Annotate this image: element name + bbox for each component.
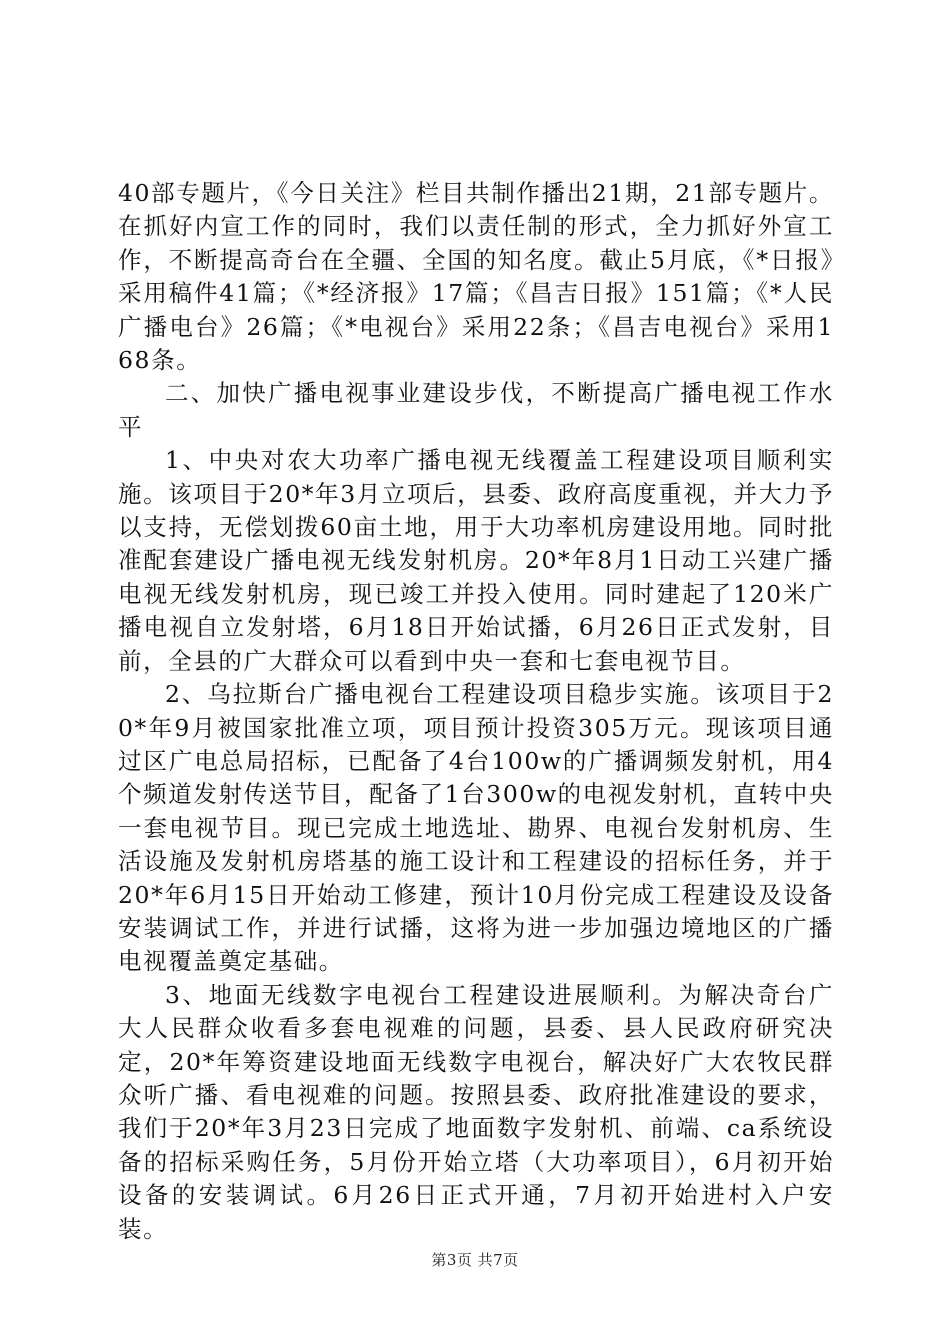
document-body [118,177,834,1246]
page-number-footer: 第3页 共7页 [431,1251,519,1269]
paragraph-continuation: 40部专题片，《今日关注》栏目共制作播出21期，21部专题片。在抓好内宣工作的同时，我们以责任制的形式，全力抓好外宣工作，不断提高奇台在全疆、全国的知名度。截止5月底，《*日报》采用稿件41篇；《*经济报》17篇；《昌吉日报》151篇；《*人民广播电台》26篇；《*电视台》采用22条；《昌吉电视台》采用168条。 [118,179,834,375]
paragraph-item-2: 2、乌拉斯台广播电视台工程建设项目稳步实施。该项目于20*年9月被国家批准立项，项目预计投资305万元。现该项目通过区广电总局招标，已配备了4台100w的广播调频发射机，用4个频道发射传送节目，配备了1台300w的电视发射机，直转中央一套电视节目。现已完成土地选址、勘界、电视台发射机房、生活设施及发射机房塔基的施工设计和工程建设的招标任务，并于20*年6月15日开始动工修建，预计10月份完成工程建设及设备安装调试工作，并进行试播，这将为进一步加强边境地区的广播电视覆盖奠定基础。 [118,680,834,976]
paragraph-item-3: 3、地面无线数字电视台工程建设进展顺利。为解决奇台广大人民群众收看多套电视难的问题，县委、县人民政府研究决定，20*年筹资建设地面无线数字电视台，解决好广大农牧民群众听广播、看电视难的问题。按照县委、政府批准建设的要求，我们于20*年3月23日完成了地面数字发射机、前端、ca系统设备的招标采购任务，5月份开始立塔（大功率项目），6月初开始设备的安装调试。6月26日正式开通，7月初开始进村入户安装。 [118,980,834,1243]
section-heading: 二、加快广播电视事业建设步伐，不断提高广播电视工作水平 [118,379,834,441]
paragraph-item-1: 1、中央对农大功率广播电视无线覆盖工程建设项目顺利实施。该项目于20*年3月立项后，县委、政府高度重视，并大力予以支持，无偿划拨60亩土地，用于大功率机房建设用地。同时批准配套建设广播电视无线发射机房。20*年8月1日动工兴建广播电视无线发射机房，现已竣工并投入使用。同时建起了120米广播电视自立发射塔，6月18日开始试播，6月26日正式发射，目前，全县的广大群众可以看到中央一套和七套电视节目。 [118,446,834,675]
